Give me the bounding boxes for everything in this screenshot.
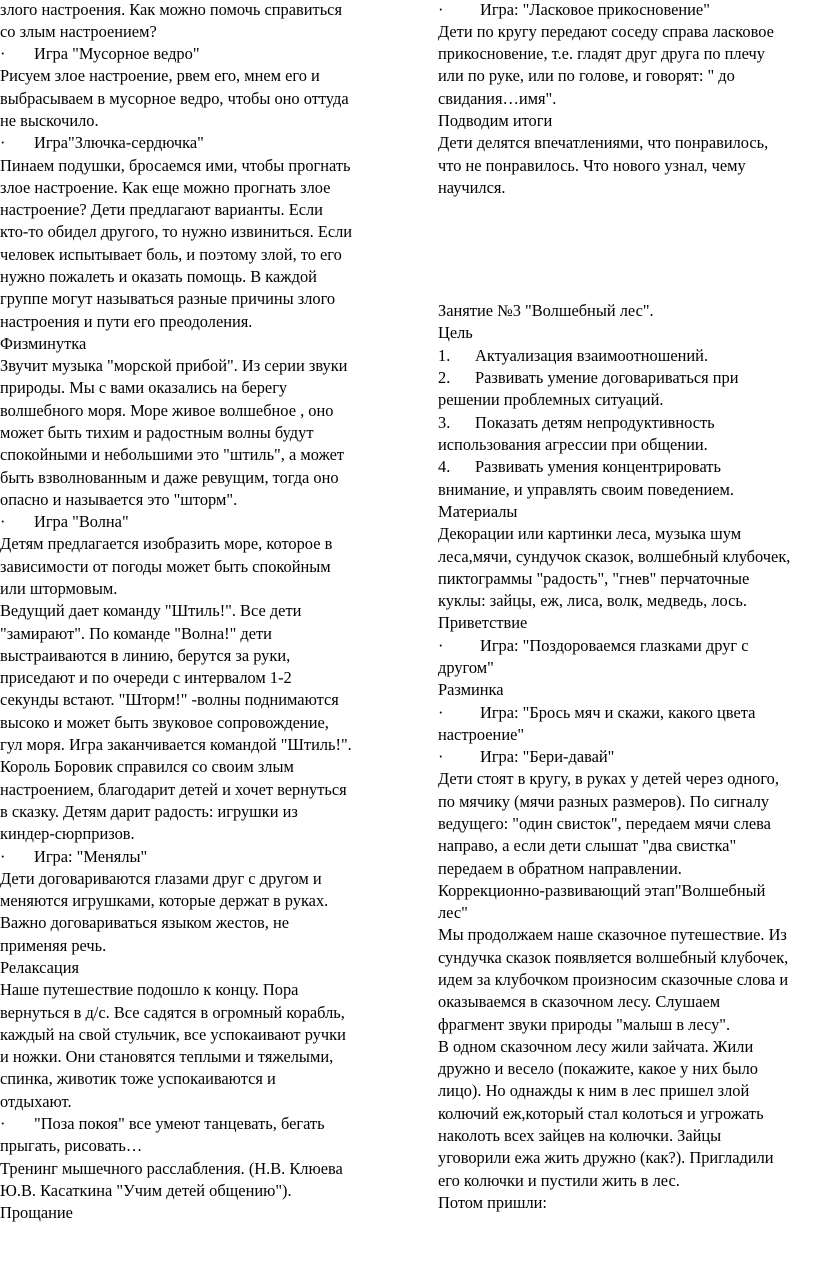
bullet-marker: · — [0, 847, 6, 866]
text-line: меняются игрушками, которые держат в руках. — [0, 891, 329, 910]
text-line: киндер-сюрпризов. — [0, 824, 135, 843]
text-line: со злым настроением? — [0, 22, 157, 41]
text-line: Детям предлагается изобразить море, которое в — [0, 534, 333, 553]
text-line: выстраиваются в линию, берутся за руки, — [0, 646, 291, 665]
text-line: группе могут называться разные причины злого — [0, 289, 336, 308]
text-line: секунды встают. "Шторм!" -волны поднимаются — [0, 690, 339, 709]
text-line: Мы продолжаем наше сказочное путешествие. Из — [438, 925, 787, 944]
text-line: Дети делятся впечатлениями, что понравилось, — [438, 133, 769, 152]
text-line: Тренинг мышечного расслабления. (Н.В. Клюева — [0, 1159, 343, 1178]
item-number: 4. — [438, 457, 451, 476]
text-line: отдыхают. — [0, 1092, 72, 1111]
text-line: кто-то обидел другого, то нужно извиниться. Если — [0, 222, 353, 241]
text-line: Ю.В. Касаткина "Учим детей общению"). — [0, 1181, 292, 1200]
text-line: Декорации или картинки леса, музыка шум — [438, 524, 742, 543]
text-line: Рисуем злое настроение, рвем его, мнем его и — [0, 66, 320, 85]
text-line: не выскочило. — [0, 111, 99, 130]
text-line: сундучка сказок появляется волшебный клубочек, — [438, 948, 789, 967]
game-heading — [0, 511, 129, 533]
text-line: человек испытывает боль, и поэтому злой, то его — [0, 245, 342, 264]
section-heading: Цель — [438, 323, 473, 342]
numbered-item — [438, 412, 715, 434]
text-line: или штормовым. — [0, 579, 118, 598]
text-line: прикосновение, т.е. гладят друг друга по плечу — [438, 44, 765, 63]
text-line: злое настроение. Как еще можно прогнать злое — [0, 178, 331, 197]
item-text: Показать детям непродуктивность — [475, 413, 715, 432]
text-line: Дети стоят в кругу, в руках у детей через одного, — [438, 769, 779, 788]
item-number: 2. — [438, 368, 451, 387]
text-line: опасно и называется это "шторм". — [0, 490, 238, 509]
text-line: уговорили ежа жить дружно (как?). Пригладили — [438, 1148, 774, 1167]
text-line: приседают и по очереди с интервалом 1-2 — [0, 668, 292, 687]
text-line: спокойными и небольшими это "штиль", а может — [0, 445, 345, 464]
section-heading-continued: лес" — [438, 903, 468, 922]
lesson-title: Занятие №3 "Волшебный лес". — [438, 301, 654, 320]
text-line: гул моря. Игра заканчивается командой "Штиль!". — [0, 735, 352, 754]
text-line: высоко и может быть звуковое сопровождение, — [0, 713, 329, 732]
text-line: пиктограммы "радость", "гнев" перчаточные — [438, 569, 750, 588]
text-line: фрагмент звуки природы "малыш в лесу". — [438, 1015, 731, 1034]
text-line: настроением, благодарит детей и хочет вернуться — [0, 780, 347, 799]
text-line: зависимости от погоды может быть спокойным — [0, 557, 331, 576]
text-line: Потом пришли: — [438, 1193, 547, 1212]
game-heading — [438, 635, 749, 657]
text-line: Пинаем подушки, бросаемся ими, чтобы прогнать — [0, 156, 351, 175]
section-heading: Приветствие — [438, 613, 528, 632]
game-heading — [438, 702, 755, 724]
item-text: Развивать умения концентрировать — [475, 457, 721, 476]
game-heading-text: Игра: "Бери-давай" — [480, 747, 615, 766]
text-line: идем за клубочком произносим сказочные слова и — [438, 970, 789, 989]
item-number: 3. — [438, 413, 451, 432]
text-line: злого настроения. Как можно помочь справиться — [0, 0, 342, 19]
bullet-marker: · — [0, 512, 6, 531]
section-heading: Материалы — [438, 502, 518, 521]
bullet-marker: · — [438, 0, 444, 19]
section-heading: Прощание — [0, 1203, 73, 1222]
bullet-marker: · — [438, 747, 444, 766]
text-line: может быть тихим и радостным волны будут — [0, 423, 314, 442]
text-line: его колючки и пустили жить в лес. — [438, 1171, 680, 1190]
text-line: выбрасываем в мусорное ведро, чтобы оно оттуда — [0, 89, 349, 108]
section-heading: Подводим итоги — [438, 111, 553, 130]
section-heading: Физминутка — [0, 334, 87, 353]
game-heading — [0, 1113, 325, 1135]
section-heading: Релаксация — [0, 958, 80, 977]
text-line: прыгать, рисовать… — [0, 1136, 143, 1155]
text-line: лицо). Но однажды к ним в лес пришел злой — [438, 1081, 750, 1100]
text-line: Звучит музыка "морской прибой". Из серии звуки — [0, 356, 348, 375]
text-line: природы. Мы с вами оказались на берегу — [0, 378, 288, 397]
text-line: применяя речь. — [0, 936, 107, 955]
text-line: Дети по кругу передают соседу справа ласковое — [438, 22, 774, 41]
text-line: или по руке, или по голове, и говорят: " до — [438, 66, 735, 85]
text-line: ведущего: "один свисток", передаем мячи слева — [438, 814, 771, 833]
text-line: другом" — [438, 658, 494, 677]
game-heading-text: "Поза покоя" все умеют танцевать, бегать — [34, 1114, 325, 1133]
bullet-marker: · — [438, 703, 444, 722]
game-heading-text: Игра "Мусорное ведро" — [34, 44, 200, 63]
item-text: Развивать умение договариваться при — [475, 368, 739, 387]
section-heading: Коррекционно-развивающий этап"Волшебный — [438, 881, 766, 900]
text-line: передаем в обратном направлении. — [438, 859, 682, 878]
text-line: В одном сказочном лесу жили зайчата. Жили — [438, 1037, 754, 1056]
item-number: 1. — [438, 346, 451, 365]
text-line: дружно и весело (покажите, какое у них было — [438, 1059, 758, 1078]
bullet-marker: · — [0, 44, 6, 63]
bullet-marker: · — [0, 1114, 6, 1133]
text-line: спинка, животик тоже успокаиваются и — [0, 1069, 276, 1088]
text-line: настроение" — [438, 725, 525, 744]
game-heading-text: Игра "Волна" — [34, 512, 129, 531]
bullet-marker: · — [438, 636, 444, 655]
game-heading-text: Игра: "Поздороваемся глазками друг с — [480, 636, 749, 655]
text-line: быть взволнованным и даже ревущим, тогда оно — [0, 468, 339, 487]
text-line: настроение? Дети предлагают варианты. Если — [0, 200, 323, 219]
text-line: леса,мячи, сундучок сказок, волшебный клубочек, — [438, 547, 791, 566]
text-line: Наше путешествие подошло к концу. Пора — [0, 980, 299, 999]
text-line: настроения и пути его преодоления. — [0, 312, 253, 331]
text-line: что не понравилось. Что нового узнал, чему — [438, 156, 746, 175]
text-line: Дети договариваются глазами друг с другом и — [0, 869, 322, 888]
text-line: куклы: зайцы, еж, лиса, волк, медведь, лось. — [438, 591, 747, 610]
numbered-item — [438, 345, 708, 367]
text-line: волшебного моря. Море живое волшебное , оно — [0, 401, 334, 420]
text-line: нужно пожалеть и оказать помощь. В каждой — [0, 267, 317, 286]
game-heading — [0, 132, 204, 154]
game-heading — [438, 0, 710, 21]
section-heading: Разминка — [438, 680, 504, 699]
game-heading-text: Игра: "Менялы" — [34, 847, 148, 866]
text-line: внимание, и управлять своим поведением. — [438, 480, 735, 499]
text-line: "замирают". По команде "Волна!" дети — [0, 624, 272, 643]
text-line: колючий еж,который стал колоться и угрожать — [438, 1104, 764, 1123]
bullet-marker: · — [0, 133, 6, 152]
text-line: Важно договариваться языком жестов, не — [0, 913, 290, 932]
text-line: Ведущий дает команду "Штиль!". Все дети — [0, 601, 302, 620]
game-heading-text: Игра: "Брось мяч и скажи, какого цвета — [480, 703, 756, 722]
text-line: использования агрессии при общении. — [438, 435, 708, 454]
numbered-item — [438, 456, 721, 478]
text-line: каждый на свой стульчик, все успокаивают ручки — [0, 1025, 346, 1044]
game-heading — [0, 43, 200, 65]
text-line: решении проблемных ситуаций. — [438, 390, 664, 409]
text-line: по мячику (мячи разных размеров). По сигналу — [438, 792, 770, 811]
text-line: научился. — [438, 178, 506, 197]
game-heading-text: Игра: "Ласковое прикосновение" — [480, 0, 710, 19]
text-line: Король Боровик справился со своим злым — [0, 757, 294, 776]
text-line: в сказку. Детям дарит радость: игрушки из — [0, 802, 298, 821]
game-heading — [0, 846, 147, 868]
text-line: свидания…имя". — [438, 89, 557, 108]
text-line: и ножки. Они становятся теплыми и тяжелыми, — [0, 1047, 334, 1066]
text-line: направо, а если дети слышат "два свистка" — [438, 836, 737, 855]
item-text: Актуализация взаимоотношений. — [475, 346, 709, 365]
game-heading — [438, 746, 614, 768]
game-heading-text: Игра"Злючка-сердючка" — [34, 133, 204, 152]
numbered-item — [438, 367, 739, 389]
text-line: вернуться в д/с. Все садятся в огромный корабль, — [0, 1003, 345, 1022]
text-line: оказываемся в сказочном лесу. Слушаем — [438, 992, 721, 1011]
text-line: наколоть всех зайцев на колючки. Зайцы — [438, 1126, 722, 1145]
